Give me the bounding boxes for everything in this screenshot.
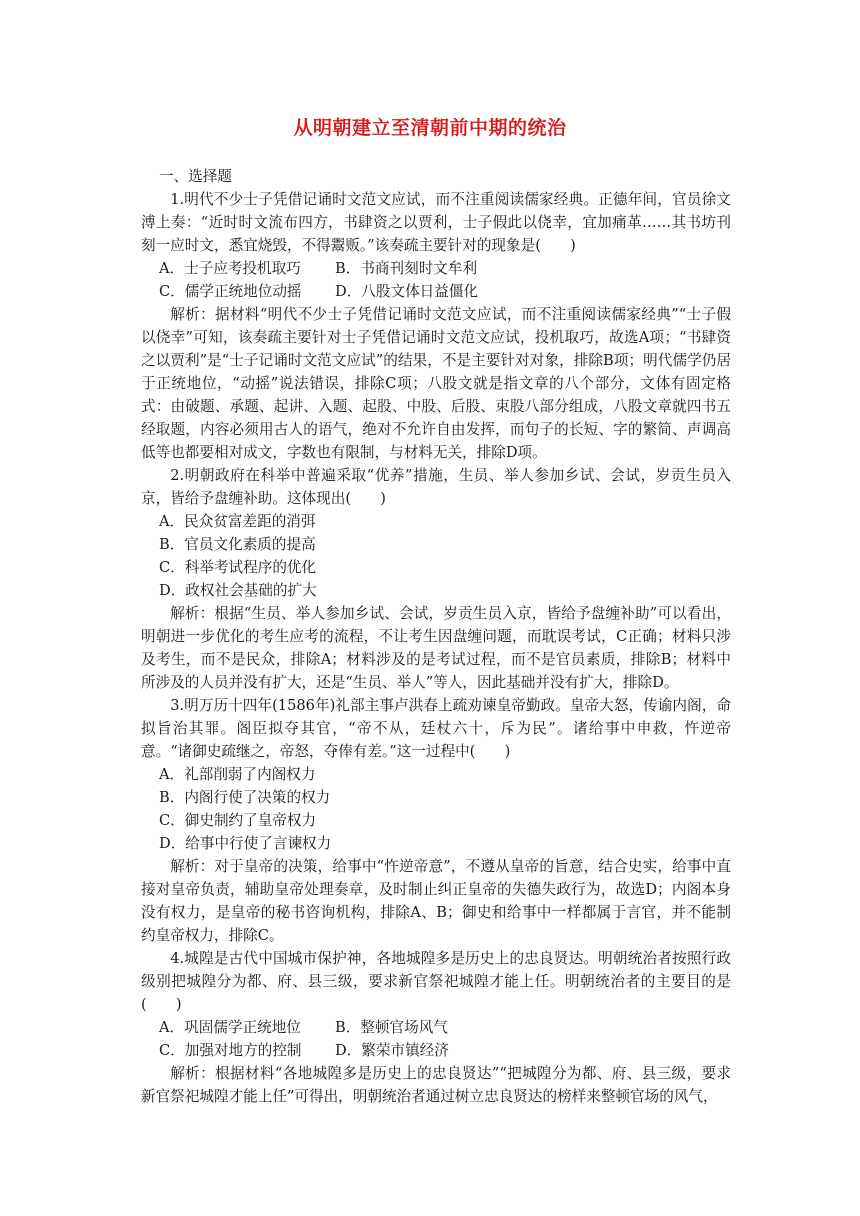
section-heading: 一、选择题 — [159, 168, 232, 185]
option-d: D．政权社会基础的扩大 — [159, 582, 317, 599]
option-b: B．书商刊刻时文牟利 — [335, 260, 478, 277]
option-c: C．御史制约了皇帝权力 — [159, 812, 317, 829]
question-analysis: 解析：根据“生员、举人参加乡试、会试，岁贡生员入京，皆给予盘缠补助”可以看出，明朝进一步优化的考生应考的流程，不让考生因盘缠问题，而耽误考试，C正确；材料只涉及考生，而不是民众，排除A；材料涉及的是考试过程，而不是官员素质，排除B；材料中所涉及的人员并没有扩大，还是“生员、举人”等人，因此基础并没有扩大，排除D。 — [141, 605, 731, 691]
question-analysis: 解析：对于皇帝的决策，给事中“忤逆帝意”，不遵从皇帝的旨意，结合史实，给事中直接对皇帝负责，辅助皇帝处理奏章，及时制止纠正皇帝的失德失政行为，故选D；内阁本身没有权力，是皇帝的秘书咨询机构，排除A、B；御史和给事中一样都属于言官，并不能制约皇帝权力，排除C。 — [141, 858, 731, 944]
option-d: D．八股文体日益僵化 — [335, 283, 479, 300]
question-analysis: 解析：据材料“明代不少士子凭借记诵时文范文应试，而不注重阅读儒家经典”“士子假以侥幸”可知，该奏疏主要针对士子凭借记诵时文范文应试，投机取巧，故选A项；“书肆资之以贾利”是“士子记诵时文范文应试”的结果，不是主要针对对象，排除B项；明代儒学仍居于正统地位，“动摇”说法错误，排除C项；八股文就是指文章的八个部分，文体有固定格式：由破题、承题、起讲、入题、起股、中股、后股、束股八部分组成，八股文章就四书五经取题，内容必须用古人的语气，绝对不允许自由发挥，而句子的长短、字的繁简、声调高低等也都要相对成文，字数也有限制，与材料无关，排除D项。 — [141, 306, 731, 461]
options-row — [141, 280, 731, 303]
option-c: C．儒学正统地位动摇 — [159, 283, 302, 300]
question-stem: 3.明万历十四年(1586年)礼部主事卢洪春上疏劝谏皇帝勤政。皇帝大怒，传谕内阁，命拟旨治其罪。阁臣拟夺其官，“帝不从，廷杖六十，斥为民”。诸给事中申救，忤逆帝意。“诸御史疏继之，帝怒，夺俸有差。”这一过程中( ) — [141, 697, 731, 760]
document-title: 从明朝建立至清朝前中期的统治 — [293, 117, 567, 139]
option-d: D．给事中行使了言谏权力 — [159, 835, 332, 852]
option-b: B．官员文化素质的提高 — [159, 536, 316, 553]
question-analysis: 解析：根据材料“各地城隍多是历史上的忠良贤达”“把城隍分为都、府、县三级，要求新官祭祀城隍才能上任”可得出，明朝统治者通过树立忠良贤达的榜样来整顿官场的风气， — [141, 1065, 731, 1105]
options-row — [141, 257, 731, 280]
option-b: B．内阁行使了决策的权力 — [159, 789, 331, 806]
question-3 — [141, 694, 731, 947]
option-d: D．繁荣市镇经济 — [335, 1042, 449, 1059]
option-c: C．科举考试程序的优化 — [159, 559, 317, 576]
options-row — [141, 1039, 731, 1062]
option-a: A．士子应考投机取巧 — [159, 260, 301, 277]
option-a: A．民众贫富差距的消弭 — [159, 513, 316, 530]
question-stem: 4.城隍是古代中国城市保护神，各地城隍多是历史上的忠良贤达。明朝统治者按照行政级别把城隍分为都、府、县三级，要求新官祭祀城隍才能上任。明朝统治者的主要目的是( ) — [141, 950, 731, 1013]
option-b: B．整顿官场风气 — [335, 1019, 448, 1036]
option-a: A．巩固儒学正统地位 — [159, 1019, 301, 1036]
question-2 — [141, 464, 731, 694]
option-a: A．礼部削弱了内阁权力 — [159, 766, 316, 783]
question-4 — [141, 947, 731, 1108]
document-body — [141, 165, 731, 1108]
options-row — [141, 1016, 731, 1039]
question-stem: 2.明朝政府在科举中普遍采取“优养”措施，生员、举人参加乡试、会试，岁贡生员入京，皆给予盘缠补助。这体现出( ) — [141, 467, 731, 507]
question-1 — [141, 188, 731, 464]
question-stem: 1.明代不少士子凭借记诵时文范文应试，而不注重阅读儒家经典。正德年间，官员徐文溥上奏：“近时时文流布四方，书肆资之以贾利，士子假此以侥幸，宜加痛革……其书坊刊刻一应时文，悉宜烧毁，不得鬻贩。”该奏疏主要针对的现象是( ) — [141, 191, 731, 254]
option-c: C．加强对地方的控制 — [159, 1042, 302, 1059]
